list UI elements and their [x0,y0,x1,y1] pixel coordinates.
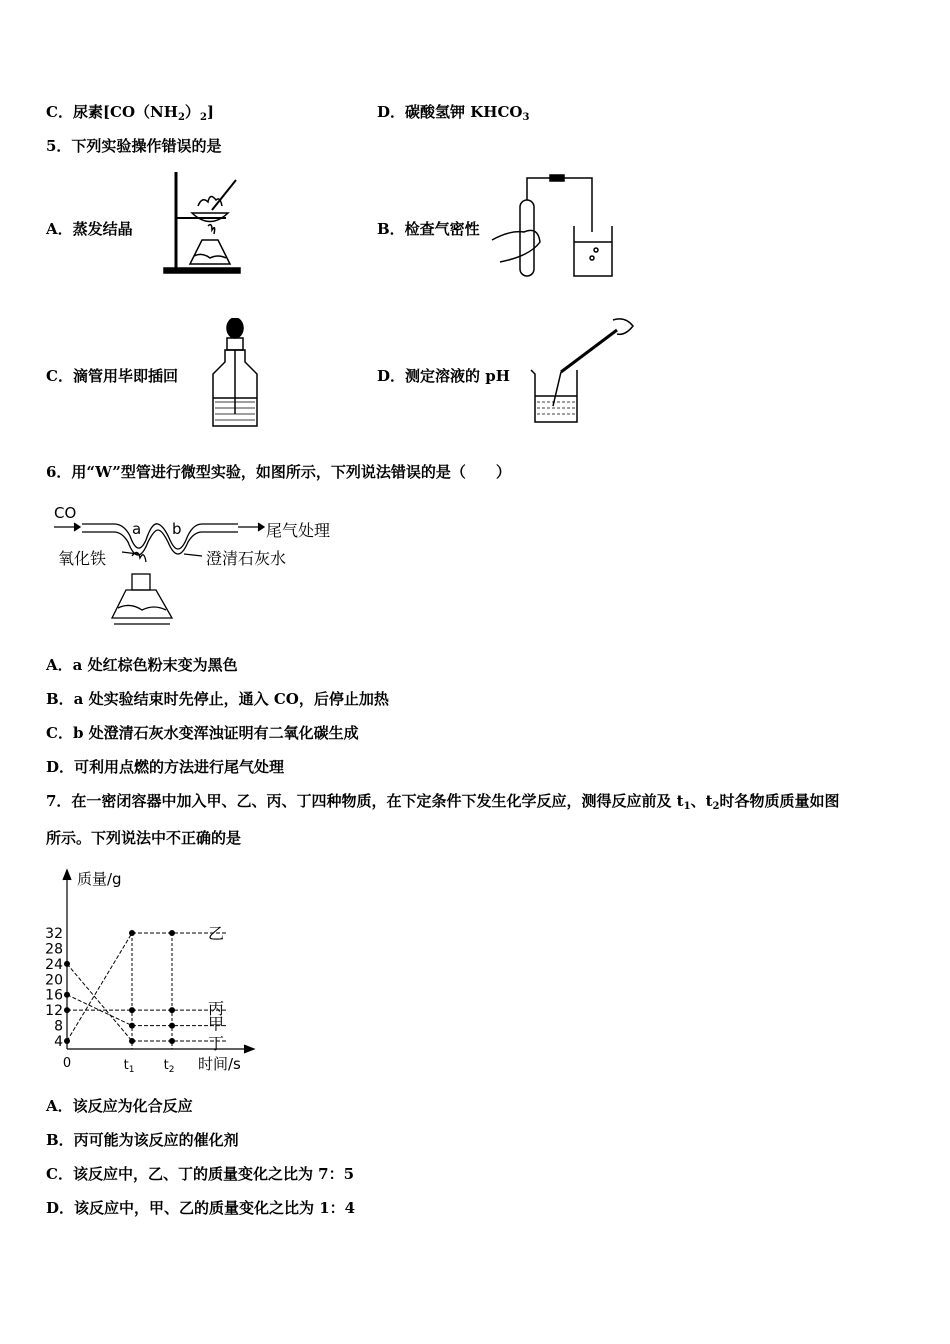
delivery-tube [527,178,592,232]
flame [132,552,146,562]
option-text: ] [206,103,215,121]
hand [492,230,540,262]
option-text: 碳酸氢钾 KHCO [405,103,523,121]
x-axis-arrow [244,1045,254,1053]
data-point [169,930,175,936]
q7-option-b: B．丙可能为该反应的催化剂 [46,1131,239,1149]
y-tick-label: 12 [45,1003,63,1020]
flame [208,225,215,234]
stopper [227,338,243,350]
alcohol-lamp [190,240,230,264]
data-point [129,1038,135,1044]
x-tick-label: $t_2$ [163,1058,175,1075]
iron-oxide-label: 氧化铁 [58,549,107,568]
y-tick-label: 4 [54,1034,63,1050]
beaker [574,226,612,276]
w-tube-experiment-figure [52,500,352,632]
rubber-joint [550,175,564,181]
q6-option-c: C．b 处澄清石灰水变浑浊证明有二氧化碳生成 [46,724,359,742]
option-label: D． [377,103,406,121]
bubble [590,256,594,260]
q4-option-c [46,102,214,128]
data-point [169,1023,175,1029]
ph-paper [553,372,561,406]
q5-option-a: A．蒸发结晶 [46,220,133,238]
airtightness-check-figure [490,170,620,280]
q7-option-d: D．该反应中，甲、乙的质量变化之比为 1：4 [46,1199,356,1217]
data-point [64,961,70,967]
y-tick-label: 20 [45,972,63,989]
y-axis-title: 质量/g [77,870,122,888]
lamp-wick-holder [132,574,150,590]
q6-option-a: A．a 处红棕色粉末变为黑色 [46,656,238,674]
point-a-label: a [132,520,142,538]
q5-stem: 5．下列实验操作错误的是 [46,137,222,155]
dropper-bottle-figure [205,318,265,430]
q6-option-d: D．可利用点燃的方法进行尾气处理 [46,758,285,776]
arrow-head [258,523,264,531]
subscript: 3 [522,112,530,123]
test-tube [520,200,534,276]
q6-option-b: B．a 处实验结束时先停止，通入 CO，后停止加热 [46,690,389,708]
mass-time-chart [40,862,280,1084]
q6-stem: 6．用“W”型管进行微型实验，如图所示，下列说法错误的是（ ） [46,463,511,481]
option-text: 尿素[CO（NH [72,103,178,121]
stem-text: 时各物质质量如图 [719,792,840,810]
q7-option-c: C．该反应中，乙、丁的质量变化之比为 7：5 [46,1165,355,1183]
exhaust-label: 尾气处理 [266,521,331,540]
arrow-head [74,523,80,531]
liquid-hatching [537,402,575,414]
subscript: 1 [683,801,691,812]
series-line [67,933,132,1041]
subscript: 2 [199,112,207,123]
stem-text: 、t [690,792,713,810]
y-tick-label: 16 [45,987,63,1004]
lamp-liquid [118,605,166,610]
co-label: CO [54,504,77,522]
lamp-liquid [194,254,226,258]
y-tick-label: 8 [54,1018,63,1035]
series-label: 丙 [208,999,225,1019]
q7-stem-line-2: 所示。下列说法中不正确的是 [46,829,242,847]
series-label: 甲 [208,1014,225,1034]
data-point [64,1038,70,1044]
subscript: 2 [712,801,720,812]
q5-option-b: B．检查气密性 [377,220,480,238]
q7-option-a: A．该反应为化合反应 [46,1097,193,1115]
y-tick-label: 28 [45,941,63,958]
glass-rod [212,180,236,210]
y-tick-label: 24 [45,956,63,973]
q5-option-d: D．测定溶液的 pH [377,367,510,385]
option-label: C． [46,103,73,121]
subscript: 2 [177,112,185,123]
x-tick-label: 0 [62,1056,72,1071]
series-line [67,964,132,1041]
ph-test-figure [525,312,640,427]
limewater-label: 澄清石灰水 [206,549,287,568]
data-point [169,1007,175,1013]
data-point [129,930,135,936]
stem-text: 7．在一密闭容器中加入甲、乙、丙、丁四种物质，在下定条件下发生化学反应，测得反应前及 t [46,792,684,810]
y-axis-arrow [63,870,71,880]
data-point [64,992,70,998]
stand-base [164,268,240,273]
q5-option-c: C．滴管用毕即插回 [46,367,178,385]
q4-option-d [377,102,529,128]
data-point [169,1038,175,1044]
lime-pointer [184,554,202,556]
data-point [64,1007,70,1013]
data-point [129,1007,135,1013]
series-label: 丁 [208,1034,225,1053]
bubble [594,248,598,252]
series-label: 乙 [208,924,225,943]
evaporation-apparatus-figure [160,168,245,276]
alcohol-lamp [112,590,172,618]
q7-stem-line-1 [46,791,839,817]
x-axis-title: 时间/s [198,1055,241,1073]
option-text: ） [184,103,200,121]
data-point [129,1023,135,1029]
x-tick-label: $t_1$ [123,1058,135,1075]
tweezers [561,330,617,372]
dropper-bulb [227,318,243,338]
point-b-label: b [172,520,182,538]
y-tick-label: 32 [45,926,63,942]
